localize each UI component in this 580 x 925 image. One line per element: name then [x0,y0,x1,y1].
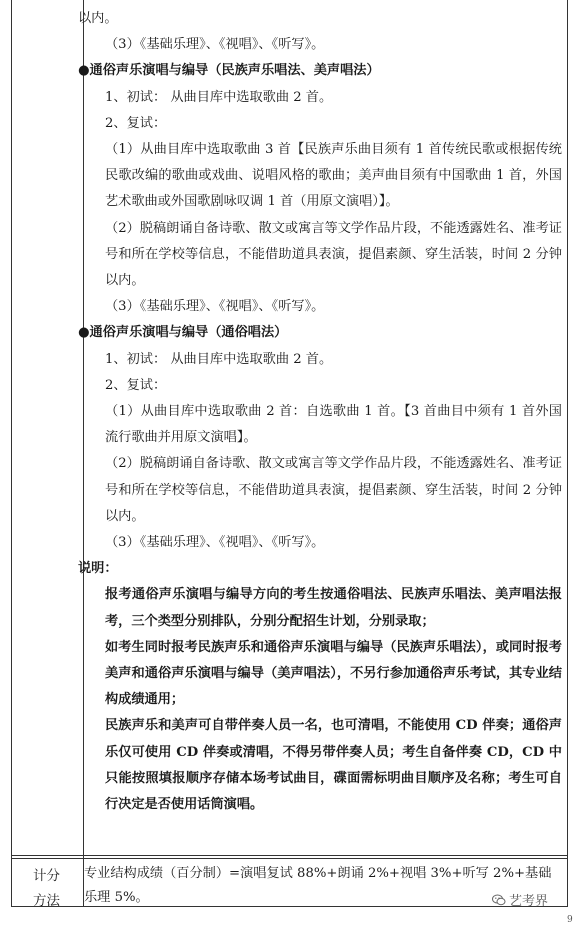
subject-list: （3）《基础乐理》、《视唱》、《听写》。 [105,37,325,53]
wechat-icon [492,894,506,906]
notes-heading: 说明： [78,561,118,577]
preliminary-exam: 1、初试： 从曲目库中选取歌曲 2 首。 [105,351,333,367]
re-exam-item-2: （2）脱稿朗诵自备诗歌、散文或寓言等文学作品片段，不能透露姓名、准考证号和所在学校等信息，不能借助道具表演，提倡素颜、穿生活装，时间 2 分钟以内。 [105,220,562,289]
row-divider-double [12,858,567,859]
scoring-method-text: 专业结构成绩（百分制）=演唱复试 88%+朗诵 2%+视唱 3%+听写 2%+基础乐理 5%。 [84,866,552,905]
note-paragraph: 如考生同时报考民族声乐和通俗声乐演唱与编导（民族声乐唱法），或同时报考美声和通俗声乐演唱与编导（美声唱法），不另行参加通俗声乐考试，其专业结构成绩通用； [105,639,562,708]
page-number: 9 [567,915,573,925]
row-label-line2: 方法 [33,893,60,909]
watermark [492,890,548,909]
text-line: 以内。 [78,11,118,26]
note-paragraph: 民族声乐和美声可自带伴奏人员一名，也可清唱，不能使用 CD 伴奏；通俗声乐仅可使用 CD 伴奏或清唱，不得另带伴奏人员；考生自备伴奏 CD，CD 中只能按照填报顺序存储本场考试曲目，碟面需标明曲目顺序及名称；考生可自行决定是否使用话筒演唱。 [105,718,562,813]
watermark-text: 艺考界 [509,894,549,909]
preliminary-exam: 1、初试： 从曲目库中选取歌曲 2 首。 [105,89,333,105]
section-heading: ●通俗声乐演唱与编导（通俗唱法） [78,325,288,341]
subject-list: （3）《基础乐理》、《视唱》、《听写》。 [105,299,325,315]
re-exam-heading: 2、复试： [105,377,167,393]
section-heading: ●通俗声乐演唱与编导（民族声乐唱法、美声唱法） [78,63,380,79]
re-exam-item-1: （1）从曲目库中选取歌曲 3 首【民族声乐曲目须有 1 首传统民歌或根据传统民歌改编的歌曲或戏曲、说唱风格的歌曲；美声曲目须有中国歌曲 1 首，外国艺术歌曲或外国歌剧咏叹调 1 首（用原文演唱）】。 [105,142,562,210]
row-label-line1: 计分 [33,868,60,884]
subject-list: （3）《基础乐理》、《视唱》、《听写》。 [105,535,325,551]
scoring-method-cell [84,862,560,910]
re-exam-heading: 2、复试： [105,115,167,131]
row-divider [12,855,567,856]
note-paragraph: 报考通俗声乐演唱与编导方向的考生按通俗唱法、民族声乐唱法、美声唱法报考，三个类型分别排队，分别分配招生计划，分别录取； [105,587,562,629]
re-exam-item-2: （2）脱稿朗诵自备诗歌、散文或寓言等文学作品片段，不能透露姓名、准考证号和所在学校等信息，不能借助道具表演，提倡素颜、穿生活装，时间 2 分钟以内。 [105,456,562,524]
re-exam-item-1: （1）从曲目库中选取歌曲 2 首：自选歌曲 1 首。【3 首曲目中须有 1 首外国流行歌曲并用原文演唱】。 [105,404,562,446]
exam-content-cell [78,6,562,818]
